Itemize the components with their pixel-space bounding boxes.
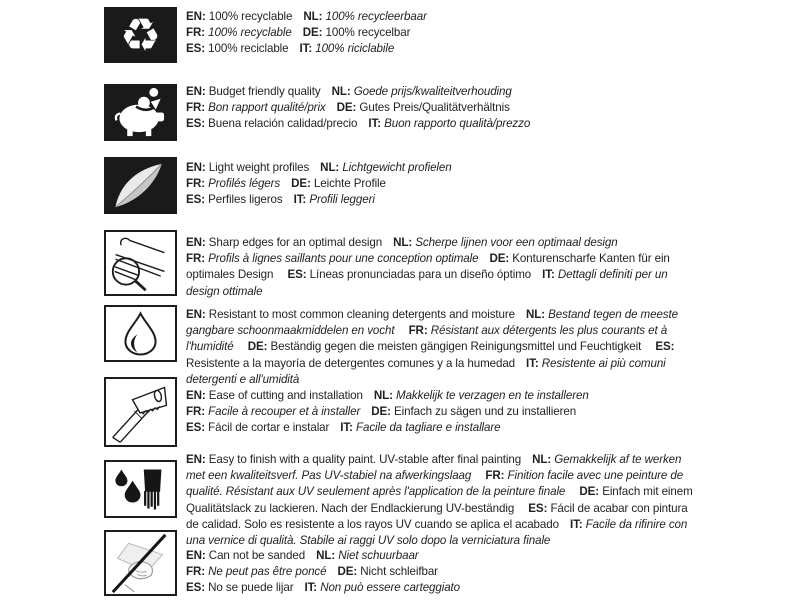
lang-text: Buon rapporto qualità/prezzo	[384, 117, 531, 131]
lang-label: FR:	[408, 324, 428, 338]
lang-label: EN:	[186, 453, 206, 466]
piggy-bank-icon	[104, 84, 177, 141]
lang-text: Einfach mit einem Qualitätslack zu lackieren. Nach der Endlackierung UV-beständig	[186, 485, 693, 515]
lang-label: ES:	[186, 42, 206, 56]
lang-label: ES:	[528, 501, 548, 515]
lang-label: EN:	[186, 85, 206, 98]
paint-brush-icon	[104, 460, 177, 518]
lang-text: Konturenscharfe Kanten für ein optimales Design	[186, 252, 670, 282]
lang-label: DE:	[291, 177, 311, 191]
lang-text: 100% recycelbar	[325, 26, 411, 40]
lang-label: ES:	[287, 268, 307, 282]
lang-label: EN:	[186, 236, 206, 249]
lang-text: Beständig gegen die meisten gängigen Reinigungsmittel und Feuchtigkeit	[270, 340, 642, 354]
lang-text: Makkelijk te verzagen en te installeren	[396, 389, 589, 402]
lang-label: IT:	[569, 517, 583, 531]
lang-text: Gemakkelijk af te werken met een kwaliteitsverf. Pas UV-stabiel na afwerkingslaag	[186, 453, 682, 483]
feature-text	[186, 160, 702, 209]
lang-label: EN:	[186, 549, 206, 562]
lang-label: ES:	[186, 581, 206, 595]
lang-label: DE:	[579, 485, 600, 499]
lang-text: Perfiles ligeros	[208, 193, 283, 207]
lang-text: Ne peut pas être poncé	[208, 565, 327, 579]
lang-label: ES:	[186, 421, 206, 435]
lang-label: DE:	[337, 565, 358, 579]
lang-label: ES:	[186, 193, 206, 207]
lang-text: Profils à lignes saillants pour une conception optimale	[208, 252, 479, 266]
lang-text: Fácil de acabar con pintura de calidad. Solo es resistente a los rayos UV cuando se aplica el acabado	[186, 501, 688, 531]
lang-text: Fácil de cortar e instalar	[208, 421, 330, 435]
lang-text: No se puede lijar	[208, 581, 294, 595]
lang-label: DE:	[371, 405, 391, 419]
lang-text: Dettagli definiti per un design ottimale	[186, 268, 668, 298]
lang-text: Lichtgewicht profielen	[342, 161, 452, 174]
lang-text: Finition facile avec une peinture de qualité. Résistant aux UV seulement après l'application de la peinture finale	[186, 469, 684, 499]
lang-label: IT:	[368, 117, 381, 131]
lang-text: Bestand tegen de meeste gangbare schoonmaakmiddelen en vocht	[186, 308, 678, 338]
lang-label: FR:	[186, 177, 206, 191]
lang-label: EN:	[186, 161, 206, 174]
lang-label: IT:	[542, 268, 555, 282]
lang-label: FR:	[186, 26, 206, 40]
lang-text: Facile da tagliare e installare	[356, 421, 501, 435]
lang-label: ES:	[655, 340, 675, 354]
feature-text	[186, 388, 702, 437]
feature-text	[186, 235, 702, 300]
feature-text	[186, 84, 702, 133]
lang-text: Leichte Profile	[313, 177, 386, 191]
lang-label: NL:	[373, 389, 393, 402]
lang-text: Gutes Preis/Qualitätverhältnis	[359, 101, 510, 115]
lang-text: Goede prijs/kwaliteitverhouding	[353, 85, 512, 98]
lang-label: ES:	[186, 117, 206, 131]
lang-text: Budget friendly quality	[208, 85, 321, 98]
saw-cutting-icon	[104, 377, 177, 447]
lang-text: Non può essere carteggiato	[320, 581, 461, 595]
feature-text	[186, 307, 702, 388]
lang-text: 100% reciclable	[208, 42, 289, 56]
lang-text: Resistente ai più comuni detergenti e all'umidità	[186, 356, 666, 386]
lang-text: Ease of cutting and installation	[208, 389, 363, 402]
lang-label: DE:	[336, 101, 357, 115]
recycle-icon: ♻	[104, 7, 177, 63]
lang-label: FR:	[186, 565, 206, 579]
sharp-edges-icon	[104, 230, 177, 296]
lang-text: 100% recyclable	[208, 26, 292, 40]
feature-text	[186, 548, 702, 597]
lang-text: Facile à recouper et à installer	[208, 405, 361, 419]
lang-text: Niet schuurbaar	[338, 549, 419, 562]
lang-label: FR:	[186, 101, 206, 115]
lang-label: EN:	[186, 10, 206, 23]
lang-label: EN:	[186, 308, 206, 321]
lang-text: Buena relación calidad/precio	[208, 117, 358, 131]
lang-label: IT:	[299, 42, 313, 56]
lang-label: DE:	[247, 340, 268, 354]
lang-label: FR:	[485, 469, 505, 483]
lang-text: Scherpe lijnen voor een optimaal design	[415, 236, 618, 249]
lang-label: NL:	[320, 161, 340, 174]
lang-text: 100% recyclable	[208, 10, 293, 23]
lang-label: NL:	[526, 308, 546, 321]
lang-text: Einfach zu sägen und zu installieren	[394, 405, 577, 419]
lang-text: 100% recycleerbaar	[325, 10, 427, 23]
lang-text: Résistant aux détergents les plus courants et à l'humidité	[186, 324, 668, 354]
lang-label: NL:	[331, 85, 351, 98]
feather-icon	[104, 157, 177, 214]
lang-text: Bon rapport qualité/prix	[208, 101, 326, 115]
lang-text: Can not be sanded	[208, 549, 306, 562]
lang-text: Resistente a la mayoría de detergentes comunes y a la humedad	[186, 356, 516, 370]
lang-text: 100% riciclabile	[315, 42, 395, 56]
lang-label: DE:	[489, 252, 510, 266]
lang-text: Profili leggeri	[309, 193, 375, 207]
lang-label: IT:	[340, 421, 353, 435]
lang-text: Easy to finish with a quality paint. UV-stable after final painting	[208, 453, 522, 466]
lang-label: FR:	[186, 405, 206, 419]
feature-text	[186, 452, 702, 549]
lang-label: IT:	[304, 581, 318, 595]
lang-label: NL:	[303, 10, 323, 23]
lang-label: IT:	[293, 193, 307, 207]
water-drop-icon	[104, 305, 177, 362]
lang-text: Resistant to most common cleaning detergents and moisture	[208, 308, 515, 321]
lang-text: Light weight profiles	[208, 161, 310, 174]
lang-text: Líneas pronunciadas para un diseño óptimo	[309, 268, 532, 282]
lang-text: Profilés légers	[208, 177, 281, 191]
feature-text	[186, 9, 702, 58]
lang-label: EN:	[186, 389, 206, 402]
lang-label: DE:	[302, 26, 323, 40]
lang-label: IT:	[526, 356, 539, 370]
lang-label: NL:	[393, 236, 413, 249]
lang-text: Facile da rifinire con una vernice di qualità. Stabile ai raggi UV solo dopo la verniciatura finale	[186, 517, 688, 548]
lang-label: NL:	[316, 549, 336, 562]
lang-label: NL:	[532, 453, 552, 466]
no-sanding-icon	[104, 530, 177, 596]
lang-label: FR:	[186, 252, 206, 266]
lang-text: Sharp edges for an optimal design	[208, 236, 383, 249]
lang-text: Nicht schleifbar	[360, 565, 438, 579]
